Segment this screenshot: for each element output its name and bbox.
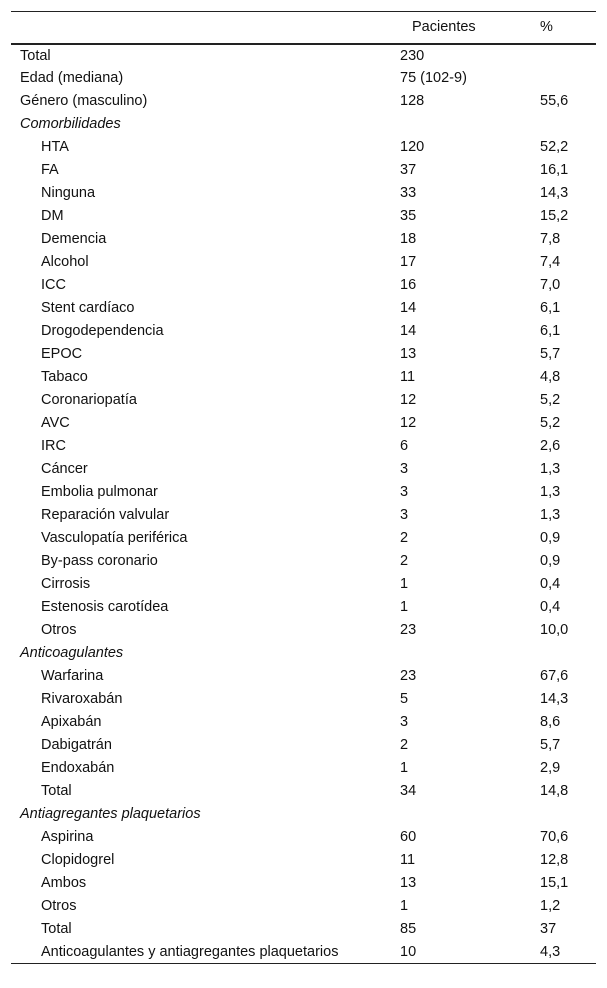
patients-count-cell: 75 (102-9): [400, 70, 467, 86]
table-row: [11, 780, 596, 803]
table-row: [11, 320, 596, 343]
percent-cell: 0,4: [540, 576, 561, 592]
percent-cell: 14,3: [540, 185, 569, 201]
patients-count-cell: 37: [400, 162, 417, 178]
table-row: [11, 44, 596, 67]
patients-count-cell: 6: [400, 438, 409, 454]
patients-count-cell: 14: [400, 300, 417, 316]
table-row: [11, 389, 596, 412]
table-row: [11, 734, 596, 757]
table-row: [11, 297, 596, 320]
percent-cell: 7,4: [540, 254, 561, 270]
table-row: [11, 366, 596, 389]
header-row: [11, 12, 596, 44]
patients-count-cell: 17: [400, 254, 417, 270]
percent-cell: [515, 642, 596, 665]
row-label: Embolia pulmonar: [41, 484, 158, 500]
header-percent-column: %: [515, 12, 596, 44]
percent-cell: 0,4: [540, 599, 561, 615]
row-label: Endoxabán: [41, 760, 115, 776]
patients-count-cell: 2: [400, 530, 409, 546]
patients-count-cell: 128: [400, 93, 425, 109]
table-row: [11, 435, 596, 458]
percent-cell: 0,9: [540, 530, 561, 546]
row-label: Demencia: [41, 231, 107, 247]
row-label: Total: [41, 783, 72, 799]
row-label: Edad (mediana): [20, 70, 124, 86]
row-label: Otros: [41, 898, 77, 914]
patients-count-cell: 230: [400, 47, 425, 64]
table-row: [11, 849, 596, 872]
patients-count-cell: 12: [400, 415, 417, 431]
percent-cell: 52,2: [540, 139, 569, 155]
patients-count-cell: 1: [400, 599, 409, 615]
table-row: [11, 665, 596, 688]
row-label: Warfarina: [41, 668, 104, 684]
percent-cell: 67,6: [540, 668, 569, 684]
table-row: [11, 527, 596, 550]
row-label: Anticoagulantes y antiagregantes plaquetarios: [11, 941, 398, 964]
table-row: [11, 504, 596, 527]
patients-count-cell: 23: [400, 668, 417, 684]
table-row: [11, 228, 596, 251]
row-label: Dabigatrán: [41, 737, 112, 753]
table-row: [11, 872, 596, 895]
patients-count-cell: 3: [400, 714, 409, 730]
percent-cell: [515, 113, 596, 136]
table-row: [11, 136, 596, 159]
patients-count-cell: 3: [400, 507, 409, 523]
percent-cell: [515, 803, 596, 826]
row-label: Aspirina: [41, 829, 94, 845]
patients-count-cell: 2: [400, 553, 409, 569]
patients-count-cell: 11: [400, 369, 416, 385]
table-header: [11, 12, 596, 44]
row-label: Ninguna: [41, 185, 96, 201]
patient-characteristics-table: [11, 11, 596, 964]
row-label: Clopidogrel: [41, 852, 115, 868]
patients-count-cell: 120: [400, 139, 425, 155]
patients-count-cell: 13: [400, 346, 417, 362]
percent-cell: 55,6: [540, 93, 569, 109]
patients-count-cell: 16: [400, 277, 417, 293]
table-row: [11, 619, 596, 642]
row-label: Cirrosis: [41, 576, 91, 592]
percent-cell: 6,1: [540, 323, 561, 339]
patients-count-cell: [398, 642, 515, 665]
row-label: Cáncer: [41, 461, 88, 477]
row-label: IRC: [41, 438, 66, 454]
table-row: [11, 826, 596, 849]
table-row: [11, 918, 596, 941]
percent-cell: 14,8: [540, 783, 569, 799]
table-row: [11, 159, 596, 182]
header-patients-column: Pacientes: [398, 12, 515, 44]
row-label: HTA: [41, 139, 69, 155]
section-header-row: [11, 113, 596, 136]
percent-cell: 10,0: [540, 622, 569, 638]
row-label: Apixabán: [41, 714, 102, 730]
section-header-row: [11, 803, 596, 826]
percent-cell: 1,3: [540, 484, 561, 500]
row-label: FA: [41, 162, 59, 178]
row-label: Tabaco: [41, 369, 88, 385]
row-label: Estenosis carotídea: [41, 599, 169, 615]
percent-cell: 2,9: [540, 760, 561, 776]
table-row: [11, 711, 596, 734]
row-label: Otros: [41, 622, 77, 638]
percent-cell: 14,3: [540, 691, 569, 707]
patients-count-cell: 85: [400, 921, 417, 937]
row-label: Ambos: [41, 875, 87, 891]
table-row: [11, 412, 596, 435]
patient-characteristics-table-container: [11, 11, 596, 964]
section-title: Comorbilidades: [20, 116, 121, 132]
patients-count-cell: 10: [398, 941, 515, 964]
percent-cell: 6,1: [540, 300, 561, 316]
percent-cell: 12,8: [540, 852, 569, 868]
percent-cell: 7,0: [540, 277, 561, 293]
patients-count-cell: [398, 803, 515, 826]
patients-count-cell: 34: [400, 783, 417, 799]
row-label: Género (masculino): [20, 93, 148, 109]
percent-cell: [515, 44, 596, 67]
table-row: [11, 67, 596, 90]
patients-count-cell: 1: [400, 760, 409, 776]
row-label: Alcohol: [41, 254, 89, 270]
table-row: [11, 458, 596, 481]
percent-cell: 5,7: [540, 737, 561, 753]
table-row: [11, 596, 596, 619]
row-label: DM: [41, 208, 64, 224]
percent-cell: 5,2: [540, 415, 561, 431]
header-label-column: [11, 12, 398, 44]
table-row: [11, 343, 596, 366]
percent-cell: 8,6: [540, 714, 561, 730]
row-label: Vasculopatía periférica: [41, 530, 188, 546]
patients-count-cell: 2: [400, 737, 409, 753]
table-row: [11, 182, 596, 205]
percent-cell: 7,8: [540, 231, 561, 247]
patients-count-cell: 1: [400, 898, 409, 914]
patients-count-cell: 23: [400, 622, 417, 638]
patients-count-cell: 3: [400, 484, 409, 500]
percent-cell: [515, 67, 596, 90]
patients-count-cell: 11: [400, 852, 416, 868]
percent-cell: 2,6: [540, 438, 561, 454]
row-label: AVC: [41, 415, 70, 431]
patients-count-cell: 1: [400, 576, 409, 592]
row-label: Total: [20, 47, 51, 64]
table-row: [11, 757, 596, 780]
percent-cell: 70,6: [540, 829, 569, 845]
patients-count-cell: [398, 113, 515, 136]
row-label: Total: [41, 921, 72, 937]
section-title: Antiagregantes plaquetarios: [20, 806, 201, 822]
row-label: ICC: [41, 277, 66, 293]
patients-count-cell: 60: [400, 829, 417, 845]
section-title: Anticoagulantes: [20, 645, 124, 661]
percent-cell: 4,3: [515, 941, 596, 964]
table-row: [11, 895, 596, 918]
table-row: [11, 573, 596, 596]
patients-count-cell: 12: [400, 392, 417, 408]
section-header-row: [11, 642, 596, 665]
row-label: Rivaroxabán: [41, 691, 123, 707]
percent-cell: 1,2: [540, 898, 561, 914]
patients-count-cell: 35: [400, 208, 417, 224]
row-label: Coronariopatía: [41, 392, 137, 408]
percent-cell: 1,3: [540, 461, 561, 477]
percent-cell: 5,2: [540, 392, 561, 408]
row-label: Stent cardíaco: [41, 300, 135, 316]
percent-cell: 5,7: [540, 346, 561, 362]
percent-cell: 15,2: [540, 208, 569, 224]
patients-count-cell: 14: [400, 323, 417, 339]
percent-cell: 16,1: [540, 162, 569, 178]
table-row: [11, 481, 596, 504]
percent-cell: 0,9: [540, 553, 561, 569]
row-label: By-pass coronario: [41, 553, 158, 569]
percent-cell: 1,3: [540, 507, 561, 523]
patients-count-cell: 13: [400, 875, 417, 891]
row-label: EPOC: [41, 346, 83, 362]
table-row: [11, 941, 596, 964]
patients-count-cell: 5: [400, 691, 409, 707]
table-row: [11, 550, 596, 573]
table-row: [11, 274, 596, 297]
patients-count-cell: 33: [400, 185, 417, 201]
row-label: Reparación valvular: [41, 507, 170, 523]
table-row: [11, 251, 596, 274]
percent-cell: 4,8: [540, 369, 561, 385]
table-row: [11, 90, 596, 113]
table-body: [11, 44, 596, 964]
patients-count-cell: 18: [400, 231, 417, 247]
table-row: [11, 205, 596, 228]
row-label: Drogodependencia: [41, 323, 164, 339]
percent-cell: 37: [540, 921, 557, 937]
percent-cell: 15,1: [540, 875, 569, 891]
patients-count-cell: 3: [400, 461, 409, 477]
table-row: [11, 688, 596, 711]
